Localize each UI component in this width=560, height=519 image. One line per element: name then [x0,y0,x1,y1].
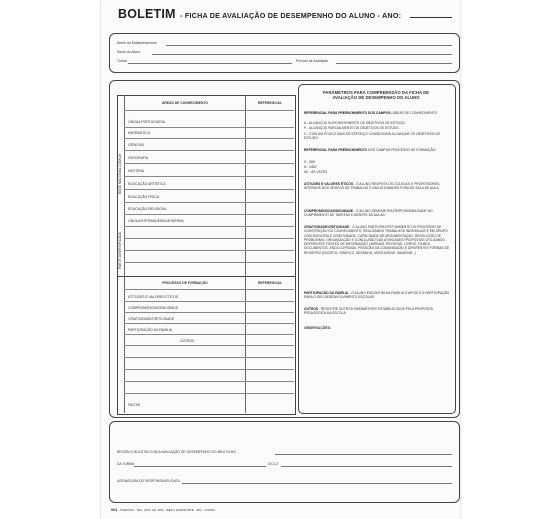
process-row[interactable] [124,393,294,394]
process-row[interactable] [124,369,294,370]
identification-box [109,33,460,73]
atitudes-body: - O ALUNO RESPEITA OS COLEGAS E PROFESSORES, INTERAGE NOS GRUPOS DE TRABALHO E NAS ATIVIDADES FORA DE SALA DE AULA. [304,182,441,191]
ref-proc-text [304,148,452,152]
process-row[interactable] [124,345,294,346]
compromisso-head: COMPROMISSO/ASSIDUIDADE [304,209,354,213]
form-subtitle: - FICHA DE AVALIAÇÃO DE DESEMPENHO DO ALUNO - ANO: [180,11,402,20]
outros-label: OUTROS [180,339,195,343]
area-row[interactable] [124,202,294,203]
area-row-label: LÍNGUA ESTRANGEIRA MODERNA [128,219,184,223]
process-row[interactable] [124,381,294,382]
process-row-label: COMPROMISSO/ASSIDUIDADE [128,306,179,310]
area-row[interactable] [124,150,294,151]
ref-proc-tail: DOS CAMPOS PROCESSO DE FORMAÇÃO. [368,148,437,152]
area-row[interactable] [124,189,294,190]
header-underline-2 [124,289,294,290]
area-row[interactable] [124,250,294,251]
area-row[interactable] [124,226,294,227]
side-label-base: BASE NACIONAL COMUM [118,153,122,194]
item-c: C - COM UM POUCO MAIS DE ESFORÇO CONSEGUIRÁ ALCANÇAR OS OBJETIVOS DE ESTUDO. [304,132,441,141]
outros-text [304,307,452,316]
footer-code: 064 [111,508,118,512]
area-row[interactable] [124,163,294,164]
col-process-header: PROCESSO DE FORMAÇÃO [162,281,208,285]
area-row[interactable] [124,262,294,263]
item-a: A - ALCANÇOU SUFICIENTEMENTE OS OBJETIVOS DE ESTUDO. [304,121,406,125]
period-field[interactable] [336,63,452,64]
ref-proc-head: REFERENCIAL PARA PREENCHIMENTO [304,148,368,152]
area-row-label: LÍNGUA PORTUGUESA [128,120,166,124]
ref-areas-text [304,111,452,115]
process-row-label: PARTICIPAÇÃO DA FAMÍLIA [128,328,173,332]
receipt-signature-field[interactable] [182,483,452,484]
col-areas-header: ÁREAS DE CONHECIMENTO [161,101,209,105]
footer-imprint [111,508,215,512]
year-blank[interactable] [410,17,452,18]
area-row[interactable] [124,214,294,215]
footer-text: - TAMOIOS - TEL: (0XX 31) 1011 - BELO HORIZONTE - MG - 123000 [118,508,215,512]
observacoes-label: OBSERVAÇÕES: [304,326,332,330]
atitudes-text [304,182,452,191]
process-row[interactable] [124,301,294,302]
area-row-label: EDUCAÇÃO ARTÍSTICA [128,182,166,186]
receipt-signature-label: ASSINATURA DO RESPONSÁVEL/DATA [117,479,180,483]
process-row-label: ATITUDES E VALORES ÉTICOS [128,295,178,299]
col-ref-header-1: REFERENCIAL [258,101,282,105]
receipt-cycle-label: CICLO [268,462,279,466]
area-row[interactable] [124,127,294,128]
section-divider [117,276,295,277]
header-underline-1 [124,110,294,111]
area-ref-divider [245,95,246,413]
observacoes-area[interactable] [304,332,450,408]
receipt-class-label: DA TURMA [117,462,135,466]
receipt-child-field[interactable] [275,454,452,455]
col-ref-header-2: REFERENCIAL [258,281,282,285]
area-row-label: GEOGRAFIA [128,156,149,160]
ref-areas-tail: ÁREAS DE CONHECIMENTO [392,111,438,115]
outros-body: - REGISTRE OUTROS PARÂMETROS ESTABELECIDOS PELA PROPOSTA PEDAGÓGICA DA ESCOLA. [304,307,433,316]
participacao-head: PARTICIPAÇÃO DA FAMÍLIA [304,291,349,295]
outros-head: OUTROS [304,307,319,311]
process-row[interactable] [124,357,294,358]
area-row-label: CIÊNCIAS [128,143,145,147]
process-row[interactable] [124,323,294,324]
student-field[interactable] [152,54,452,55]
side-divider [124,95,125,413]
criatividade-body: - O ALUNO PARTICIPA EFETIVAMENTE DO PROCESSO DE CONSTRUÇÃO DO CONHECIMENTO, REALIZANDO TRABALHOS INDIVIDUAIS E EM GRUPO COM INICIATIVA E CRIATIVIDADE, CAPACIDADE DE ARGUMENTAÇÃO, RESOLUÇÃO DE PROBLEMAS, ORGANIZAÇÃO E CONCLUSÃO DAS ATIVIDADES PROPOSTAS UTILIZANDO DIFERENTES FONTES DE INFORMAÇÃO (JORNAIS, REVISTAS, LIVROS, FILMES, DOCUMENTOS, ENCICLOPÉDIAS, PESSOAS DA COMUNIDADE) E DIFERENTES FORMAS DE REGISTRO (ESCRITA, GRÁFICO, DESENHO, MONTAGENS, IMAGENS...) [304,225,450,255]
area-row-label: EDUCAÇÃO FÍSICA [128,195,160,199]
area-row[interactable] [124,138,294,139]
process-row[interactable] [124,312,294,313]
criatividade-text [304,225,452,255]
item-n: N - NÃO [304,165,317,169]
school-field[interactable] [166,45,452,46]
receipt-class-field[interactable] [134,466,266,467]
receipt-box [109,421,460,503]
area-row-label: HISTÓRIA [128,169,145,173]
faltas-label: FALTAS [128,403,141,407]
item-p: P - ALCANÇOU PARCIALMENTE OS OBJETIVOS DE ESTUDO. [304,126,400,130]
form-header [118,5,458,23]
period-label: Período de Avaliação [296,59,329,63]
area-row-label: MATEMÁTICA [128,131,150,135]
criatividade-head: CRIATIVIDADE/CRITICIDADE [304,225,350,229]
process-row[interactable] [124,334,294,335]
compromisso-text [304,209,452,218]
area-row[interactable] [124,238,294,239]
participacao-body: - O ALUNO ENCONTRA NA FAMÍLIA O APOIO E A PARTICIPAÇÃO PARA O SEU DESENVOLVIMENTO ESCOLAR. [304,291,450,300]
school-label: Nome do Estabelecimento [117,41,157,45]
participacao-text [304,291,452,300]
area-row-label: EDUCAÇÃO RELIGIOSA [128,207,167,211]
receipt-received-label: RECEBI O BOLETIM COM A AVALIAÇÃO DE DESEMPENHO DO MEU FILHO [117,450,236,454]
parameters-title: PARÂMETROS PARA COMPREENSÃO DA FICHA DE AVALIAÇÃO DE DESEMPENHO DO ALUNO [322,90,430,101]
side-label-div: PARTE DIVERSIFICADA [118,232,122,269]
class-label: Turma [117,59,127,63]
class-field[interactable] [128,63,292,64]
process-row-label: CRIATIVIDADE/CRITICIDADE [128,317,175,321]
student-label: Nome do Aluno [117,50,141,54]
item-av: AV - ÀS VEZES [304,170,328,174]
atitudes-head: ATITUDES E VALORES ÉTICOS [304,182,354,186]
form-title: BOLETIM [118,7,176,21]
receipt-cycle-field[interactable] [281,466,452,467]
item-s: S - SIM [304,160,315,164]
area-row[interactable] [124,176,294,177]
compromisso-body: - O ALUNO DEMONSTRA RESPONSABILIDADE NO CUMPRIMENTO DE TAREFAS E ASSISTE ÀS AULAS. [304,209,433,218]
ref-areas-head: REFERENCIAL PARA PREENCHIMENTO DOS CAMPOS: [304,111,392,115]
